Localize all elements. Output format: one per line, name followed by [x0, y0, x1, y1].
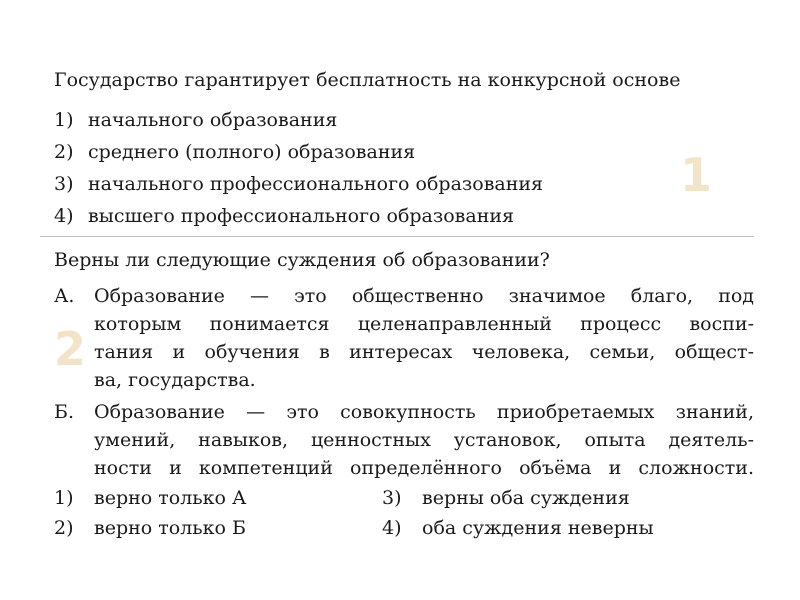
- q2-option-number: 4): [382, 517, 402, 539]
- statement-a-label: А.: [54, 285, 75, 307]
- q1-option-number: 3): [54, 173, 74, 195]
- q2-option-text: оба суждения неверны: [422, 517, 654, 539]
- statement-b-label: Б.: [54, 401, 75, 423]
- statement-b-line: ности и компетенций определённого объёма и сложности.: [94, 457, 754, 479]
- statement-a-line: ва, государства.: [94, 369, 256, 391]
- statement-b-line: умений, навыков, ценностных установок, опыта деятель-: [94, 429, 754, 451]
- question1-stem: Государство гарантирует бесплатность на конкурсной основе: [54, 69, 681, 91]
- statement-a-line: тания и обучения в интересах человека, семьи, общест-: [94, 341, 754, 363]
- q2-option-text: верно только А: [94, 487, 247, 509]
- q2-option-text: верны оба суждения: [422, 487, 630, 509]
- statement-a-line: которым понимается целенаправленный процесс воспи-: [94, 313, 754, 335]
- q2-option-number: 2): [54, 517, 74, 539]
- question2-number-marker: 2: [54, 322, 87, 376]
- q2-option-number: 3): [382, 487, 402, 509]
- q2-option-text: верно только Б: [94, 517, 246, 539]
- q1-option-text: среднего (полного) образования: [88, 141, 416, 163]
- question1-number-marker: 1: [680, 148, 713, 202]
- q1-option-number: 2): [54, 141, 74, 163]
- question2-stem: Верны ли следующие суждения об образовании?: [54, 249, 550, 271]
- question-divider: [40, 236, 754, 237]
- q1-option-text: высшего профессионального образования: [88, 205, 515, 227]
- statement-a-line: Образование — это общественно значимое благо, под: [94, 285, 754, 307]
- q2-option-number: 1): [54, 487, 74, 509]
- q1-option-number: 4): [54, 205, 74, 227]
- q1-option-text: начального образования: [88, 109, 338, 131]
- q1-option-text: начального профессионального образования: [88, 173, 544, 195]
- q1-option-number: 1): [54, 109, 74, 131]
- statement-b-line: Образование — это совокупность приобретаемых знаний,: [94, 401, 754, 423]
